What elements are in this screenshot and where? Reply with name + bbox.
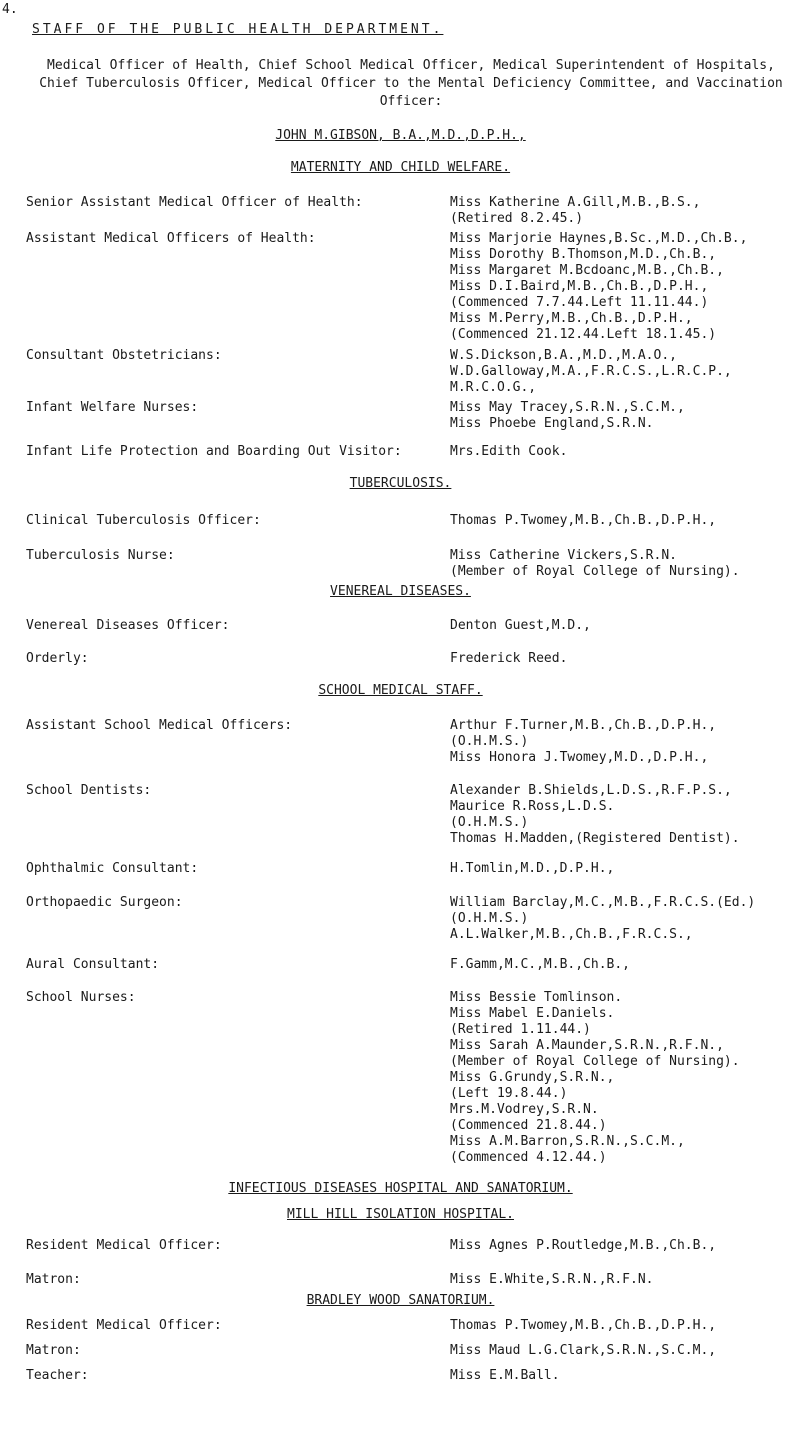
value-bradley-teacher: Miss E.M.Ball.: [450, 1368, 560, 1383]
label-assistant-school-officers: Assistant School Medical Officers:: [26, 718, 293, 733]
heading-infectious-diseases: INFECTIOUS DISEASES HOSPITAL AND SANATORIUM.: [228, 1181, 573, 1196]
value-infant-welfare-nurses: Miss May Tracey,S.R.N.,S.C.M., Miss Phoebe England,S.R.N.: [450, 400, 685, 431]
label-bradley-teacher: Teacher:: [26, 1368, 89, 1383]
label-orderly: Orderly:: [26, 651, 89, 666]
heading-bradley-wood: BRADLEY WOOD SANATORIUM.: [306, 1293, 495, 1308]
label-bradley-matron: Matron:: [26, 1343, 81, 1358]
label-tb-nurse: Tuberculosis Nurse:: [26, 548, 175, 563]
value-bradley-rmo: Thomas P.Twomey,M.B.,Ch.B.,D.P.H.,: [450, 1318, 717, 1333]
value-assistant-school-officers: Arthur F.Turner,M.B.,Ch.B.,D.P.H., (O.H.M.S.) Miss Honora J.Twomey,M.D.,D.P.H.,: [450, 718, 717, 765]
label-infant-welfare-nurses: Infant Welfare Nurses:: [26, 400, 199, 415]
label-orthopaedic: Orthopaedic Surgeon:: [26, 895, 183, 910]
heading-maternity: MATERNITY AND CHILD WELFARE.: [290, 160, 511, 175]
value-tb-officer: Thomas P.Twomey,M.B.,Ch.B.,D.P.H.,: [450, 513, 717, 528]
label-infant-life-visitor: Infant Life Protection and Boarding Out Visitor:: [26, 444, 402, 459]
value-vd-officer: Denton Guest,M.D.,: [450, 618, 591, 633]
label-mill-hill-rmo: Resident Medical Officer:: [26, 1238, 222, 1253]
label-aural: Aural Consultant:: [26, 957, 160, 972]
heading-venereal: VENEREAL DISEASES.: [330, 584, 471, 599]
page-title: STAFF OF THE PUBLIC HEALTH DEPARTMENT.: [32, 22, 444, 37]
heading-school-staff: SCHOOL MEDICAL STAFF.: [318, 683, 483, 698]
value-infant-life-visitor: Mrs.Edith Cook.: [450, 444, 568, 459]
value-aural: F.Gamm,M.C.,M.B.,Ch.B.,: [450, 957, 631, 972]
value-tb-nurse: Miss Catherine Vickers,S.R.N. (Member of Royal College of Nursing).: [450, 548, 740, 579]
value-school-nurses: Miss Bessie Tomlinson. Miss Mabel E.Daniels. (Retired 1.11.44.) Miss Sarah A.Maunder,S.R.N.,R.F.N., (Member of Royal College of Nursing). Miss G.Grundy,S.R.N., (Left 19.8.44.) Mrs.M.Vodrey,S.R.N. (Commenced 21.8.44.) Miss A.M.Barron,S.R.N.,S.C.M., (Commenced 4.12.44.): [450, 990, 740, 1165]
heading-tuberculosis: TUBERCULOSIS.: [349, 476, 452, 491]
value-assistant-officers: Miss Marjorie Haynes,B.Sc.,M.D.,Ch.B., Miss Dorothy B.Thomson,M.D.,Ch.B., Miss Margaret M.Bcdoanc,M.B.,Ch.B., Miss D.I.Baird,M.B.,Ch.B.,D.P.H., (Commenced 7.7.44.Left 11.11.44.) Miss M.Perry,M.B.,Ch.B.,D.P.H., (Commenced 21.12.44.Left 18.1.45.): [450, 231, 748, 342]
label-obstetricians: Consultant Obstetricians:: [26, 348, 222, 363]
heading-mill-hill: MILL HILL ISOLATION HOSPITAL.: [287, 1207, 514, 1222]
label-school-dentists: School Dentists:: [26, 783, 152, 798]
value-ophthalmic: H.Tomlin,M.D.,D.P.H.,: [450, 861, 615, 876]
value-bradley-matron: Miss Maud L.G.Clark,S.R.N.,S.C.M.,: [450, 1343, 717, 1358]
value-mill-hill-rmo: Miss Agnes P.Routledge,M.B.,Ch.B.,: [450, 1238, 717, 1253]
label-tb-officer: Clinical Tuberculosis Officer:: [26, 513, 261, 528]
label-mill-hill-matron: Matron:: [26, 1272, 81, 1287]
label-bradley-rmo: Resident Medical Officer:: [26, 1318, 222, 1333]
value-senior-assistant: Miss Katherine A.Gill,M.B.,B.S., (Retired 8.2.45.): [450, 195, 701, 226]
page-number: 4.: [2, 2, 18, 17]
moh-name: JOHN M.GIBSON, B.A.,M.D.,D.P.H.,: [275, 128, 526, 143]
value-mill-hill-matron: Miss E.White,S.R.N.,R.F.N.: [450, 1272, 654, 1287]
label-ophthalmic: Ophthalmic Consultant:: [26, 861, 199, 876]
value-school-dentists: Alexander B.Shields,L.D.S.,R.F.P.S., Maurice R.Ross,L.D.S. (O.H.M.S.) Thomas H.Madden,(Registered Dentist).: [450, 783, 740, 846]
label-vd-officer: Venereal Diseases Officer:: [26, 618, 230, 633]
value-orderly: Frederick Reed.: [450, 651, 568, 666]
intro-paragraph: Medical Officer of Health, Chief School Medical Officer, Medical Superintendent of Hospitals, Chief Tuberculosis Officer, Medical Officer to the Mental Deficiency Committee, and Vaccination Officer:: [39, 58, 783, 109]
label-school-nurses: School Nurses:: [26, 990, 136, 1005]
label-assistant-officers: Assistant Medical Officers of Health:: [26, 231, 316, 246]
value-orthopaedic: William Barclay,M.C.,M.B.,F.R.C.S.(Ed.) (O.H.M.S.) A.L.Walker,M.B.,Ch.B.,F.R.C.S.,: [450, 895, 756, 942]
value-obstetricians: W.S.Dickson,B.A.,M.D.,M.A.O., W.D.Galloway,M.A.,F.R.C.S.,L.R.C.P., M.R.C.O.G.,: [450, 348, 732, 395]
label-senior-assistant: Senior Assistant Medical Officer of Health:: [26, 195, 363, 210]
